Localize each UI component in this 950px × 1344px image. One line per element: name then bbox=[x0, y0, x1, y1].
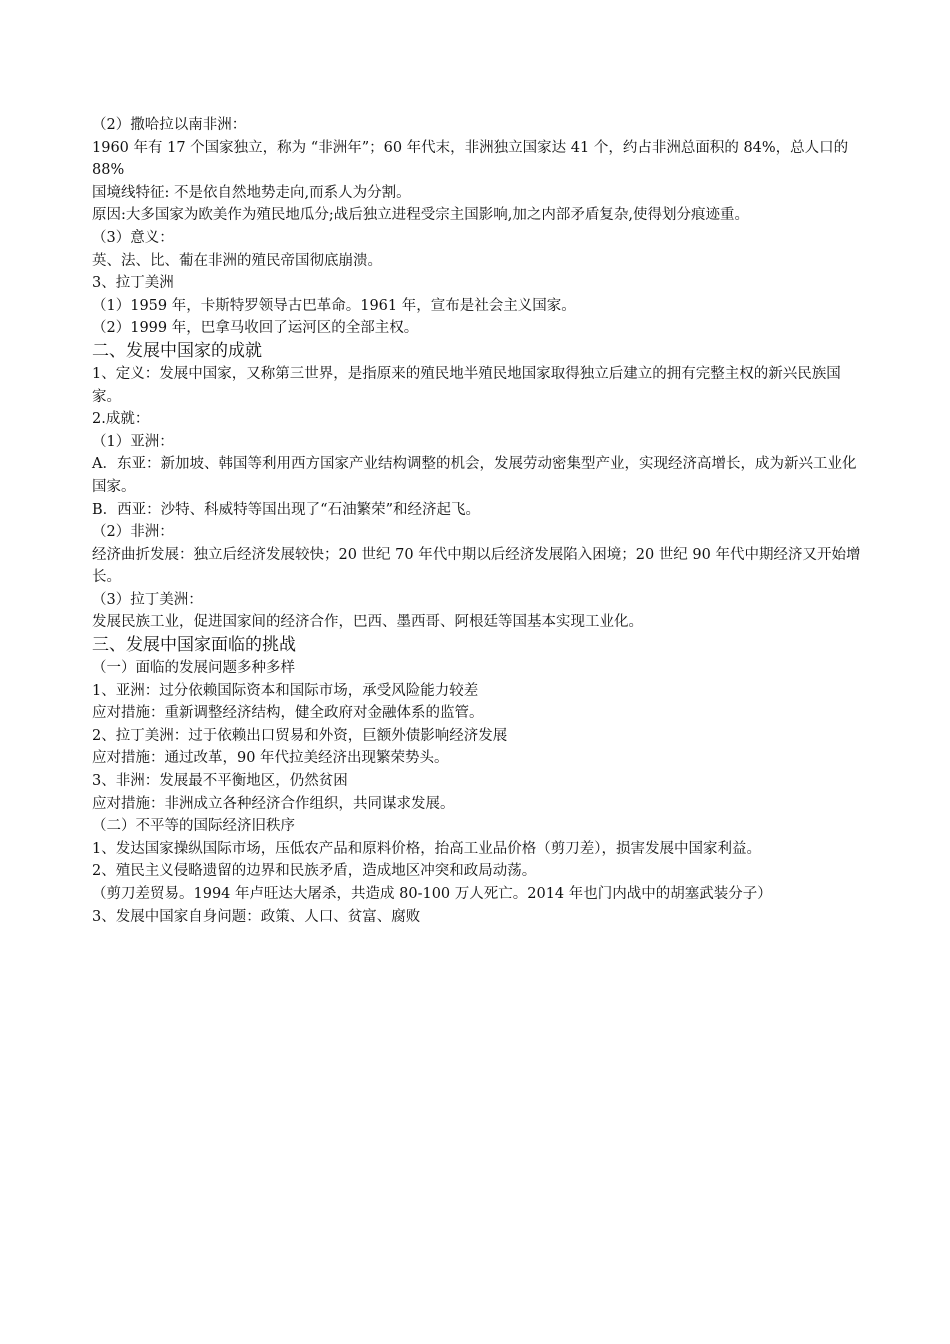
paragraph-west-asia: B．西亚：沙特、科威特等国出现了“石油繁荣”和经济起飞。 bbox=[92, 501, 480, 518]
paragraph-africa-year: 1960 年有 17 个国家独立，称为 “非洲年”；60 年代末，非洲独立国家达 41 个，约占非洲总面积的 84%，总人口的 88% bbox=[92, 139, 849, 179]
item-panama-canal: （2）1999 年，巴拿马收回了运河区的全部主权。 bbox=[92, 320, 419, 337]
document-page bbox=[92, 114, 867, 928]
subsection-latin-america-2: （3）拉丁美洲： bbox=[92, 591, 203, 608]
subsection-diverse-problems: （一）面临的发展问题多种多样 bbox=[92, 660, 295, 677]
subsection-achievements: 2.成就： bbox=[92, 411, 150, 428]
paragraph-definition: 1、定义：发展中国家，又称第三世界，是指原来的殖民地半殖民地国家取得独立后建立的拥有完整主权的新兴民族国家。 bbox=[92, 365, 841, 405]
subsection-old-order: （二）不平等的国际经济旧秩序 bbox=[92, 818, 295, 835]
heading-achievements: 二、发展中国家的成就 bbox=[92, 340, 262, 361]
item-asia-measure: 应对措施：重新调整经济结构，健全政府对金融体系的监管。 bbox=[92, 705, 484, 722]
paragraph-africa-economy: 经济曲折发展：独立后经济发展较快；20 世纪 70 年代中期以后经济发展陷入困境；20 世纪 90 年代中期经济又开始增长。 bbox=[92, 546, 861, 586]
item-latin-measure: 应对措施：通过改革，90 年代拉美经济出现繁荣势头。 bbox=[92, 750, 449, 767]
subsection-latin-america: 3、拉丁美洲 bbox=[92, 275, 174, 292]
heading-challenges: 三、发展中国家面临的挑战 bbox=[92, 635, 296, 656]
subsection-asia: （1）亚洲： bbox=[92, 433, 174, 450]
item-colonial-legacy: 2、殖民主义侵略遗留的边界和民族矛盾，造成地区冲突和政局动荡。 bbox=[92, 863, 537, 880]
subsection-significance: （3）意义： bbox=[92, 229, 174, 246]
paragraph-border-feature: 国境线特征: 不是依自然地势走向,而系人为分割。 bbox=[92, 184, 411, 201]
paragraph-east-asia: A．东亚：新加坡、韩国等利用西方国家产业结构调整的机会，发展劳动密集型产业，实现经济高增长，成为新兴工业化国家。 bbox=[92, 456, 857, 495]
item-examples-note: （剪刀差贸易。1994 年卢旺达大屠杀，共造成 80-100 万人死亡。2014 年也门内战中的胡塞武装分子） bbox=[92, 886, 772, 902]
subsection-sub-saharan-africa: （2）撒哈拉以南非洲： bbox=[92, 117, 247, 133]
subsection-africa: （2）非洲： bbox=[92, 524, 174, 541]
paragraph-border-reason: 原因:大多国家为欧美作为殖民地瓜分;战后独立进程受宗主国影响,加之内部矛盾复杂,使得划分痕迹重。 bbox=[92, 207, 749, 224]
item-africa-problem: 3、非洲：发展最不平衡地区，仍然贫困 bbox=[92, 773, 348, 790]
item-latin-problem: 2、拉丁美洲：过于依赖出口贸易和外资，巨额外债影响经济发展 bbox=[92, 727, 508, 744]
item-africa-measure: 应对措施：非洲成立各种经济合作组织，共同谋求发展。 bbox=[92, 795, 455, 812]
item-scissors-gap: 1、发达国家操纵国际市场，压低农产品和原料价格，抬高工业品价格（剪刀差），损害发展中国家利益。 bbox=[92, 840, 761, 857]
item-self-problems: 3、发展中国家自身问题：政策、人口、贫富、腐败 bbox=[92, 908, 421, 925]
paragraph-significance: 英、法、比、葡在非洲的殖民帝国彻底崩溃。 bbox=[92, 252, 382, 269]
item-asia-problem: 1、亚洲：过分依赖国际资本和国际市场，承受风险能力较差 bbox=[92, 682, 479, 699]
paragraph-latin-industry: 发展民族工业，促进国家间的经济合作，巴西、墨西哥、阿根廷等国基本实现工业化。 bbox=[92, 614, 643, 631]
item-cuba-revolution: （1）1959 年，卡斯特罗领导古巴革命。1961 年，宣布是社会主义国家。 bbox=[92, 297, 576, 314]
